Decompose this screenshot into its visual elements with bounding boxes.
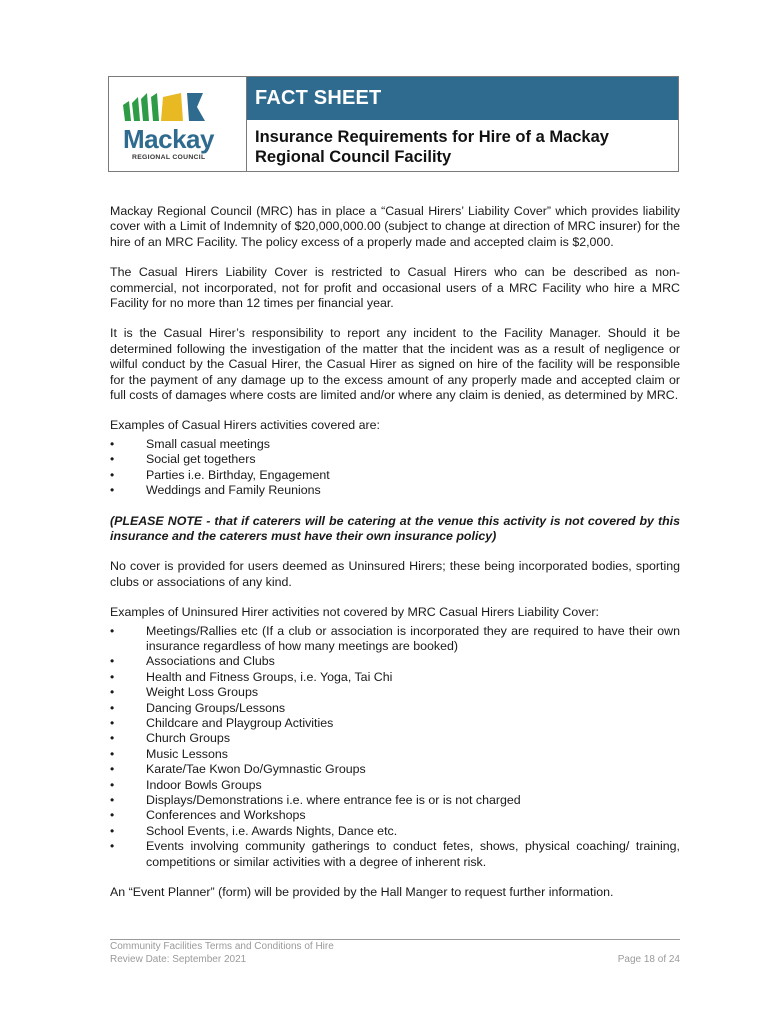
council-logo-mark-icon: [123, 91, 215, 123]
covered-activities-list: [110, 437, 680, 499]
list-item: • Childcare and Playgroup Activities: [110, 716, 680, 731]
paragraph-uninsured-hirers: No cover is provided for users deemed as Uninsured Hirers; these being incorporated bodies, sporting clubs or associations of any kind.: [110, 559, 680, 589]
list-item: • Indoor Bowls Groups: [110, 778, 680, 793]
footer-document-name: Community Facilities Terms and Conditions of Hire: [110, 941, 334, 952]
list-item: • Weddings and Family Reunions: [110, 483, 680, 498]
list-item: • Social get togethers: [110, 452, 680, 467]
list-item: • Events involving community gatherings to conduct fetes, shows, physical coaching/ training, competitions or similar activities with a degree of inherent risk.: [110, 839, 680, 870]
footer-review-date: Review Date: September 2021: [110, 953, 247, 965]
paragraph-casual-hirers-cover: Mackay Regional Council (MRC) has in place a “Casual Hirers’ Liability Cover” which provides liability cover with a Limit of Indemnity of $20,000,000.00 (subject to change at direction of MRC insurer) for the hire of an MRC Facility. The policy excess of a properly made and accepted claim is $2,000.: [110, 204, 680, 249]
covered-activities-intro: Examples of Casual Hirers activities covered are:: [110, 418, 380, 433]
list-item: • Small casual meetings: [110, 437, 680, 452]
paragraph-hirer-responsibility: It is the Casual Hirer’s responsibility to report any incident to the Facility Manager. Should it be determined following the investigation of the matter that the incident was as a result of negligence or wilful conduct by the Casual Hirer, the Casual Hirer as signed on hire of the facility will be responsible for the payment of any damage up to the excess amount of any properly made and accepted claim or full costs of damages where costs are limited and/or where any claim is denied, as determined by MRC.: [110, 326, 680, 403]
list-item: • Parties i.e. Birthday, Engagement: [110, 468, 680, 483]
list-item: • School Events, i.e. Awards Nights, Dance etc.: [110, 824, 680, 839]
list-item: • Health and Fitness Groups, i.e. Yoga, Tai Chi: [110, 670, 680, 685]
logo-wordmark: Mackay: [123, 124, 214, 154]
page-number: Page 18 of 24: [617, 953, 680, 965]
list-item: • Weight Loss Groups: [110, 685, 680, 700]
list-item: • Associations and Clubs: [110, 654, 680, 669]
uncovered-activities-intro: Examples of Uninsured Hirer activities not covered by MRC Casual Hirers Liability Cover:: [110, 605, 599, 620]
logo-subtitle: REGIONAL COUNCIL: [132, 154, 206, 161]
list-item: • Music Lessons: [110, 747, 680, 762]
page-footer: [110, 941, 680, 966]
council-logo: [109, 77, 247, 171]
uncovered-activities-list: [110, 624, 680, 871]
paragraph-event-planner: An “Event Planner” (form) will be provided by the Hall Manger to request further information.: [110, 885, 614, 900]
document-title: Insurance Requirements for Hire of a Mackay Regional Council Facility: [255, 128, 609, 166]
list-item: • Dancing Groups/Lessons: [110, 701, 680, 716]
list-item: • Church Groups: [110, 731, 680, 746]
fact-sheet-label: FACT SHEET: [255, 87, 382, 109]
document-body: [110, 204, 680, 915]
list-item: • Conferences and Workshops: [110, 808, 680, 823]
list-item: • Karate/Tae Kwon Do/Gymnastic Groups: [110, 762, 680, 777]
fact-sheet-banner: [247, 77, 678, 120]
footer-divider: [110, 939, 680, 940]
fact-sheet-header: [108, 76, 679, 172]
paragraph-cover-restriction: The Casual Hirers Liability Cover is restricted to Casual Hirers who can be described as non-commercial, not incorporated, not for profit and occasional users of a MRC Facility who hire a MRC Facility for no more than 12 times per financial year.: [110, 265, 680, 311]
caterers-note: (PLEASE NOTE - that if caterers will be catering at the venue this activity is not covered by this insurance and the caterers must have their own insurance policy): [110, 513, 680, 543]
list-item: • Meetings/Rallies etc (If a club or association is incorporated they are required to have their own insurance regardless of how many meetings are booked): [110, 624, 680, 655]
list-item: • Displays/Demonstrations i.e. where entrance fee is or is not charged: [110, 793, 680, 808]
